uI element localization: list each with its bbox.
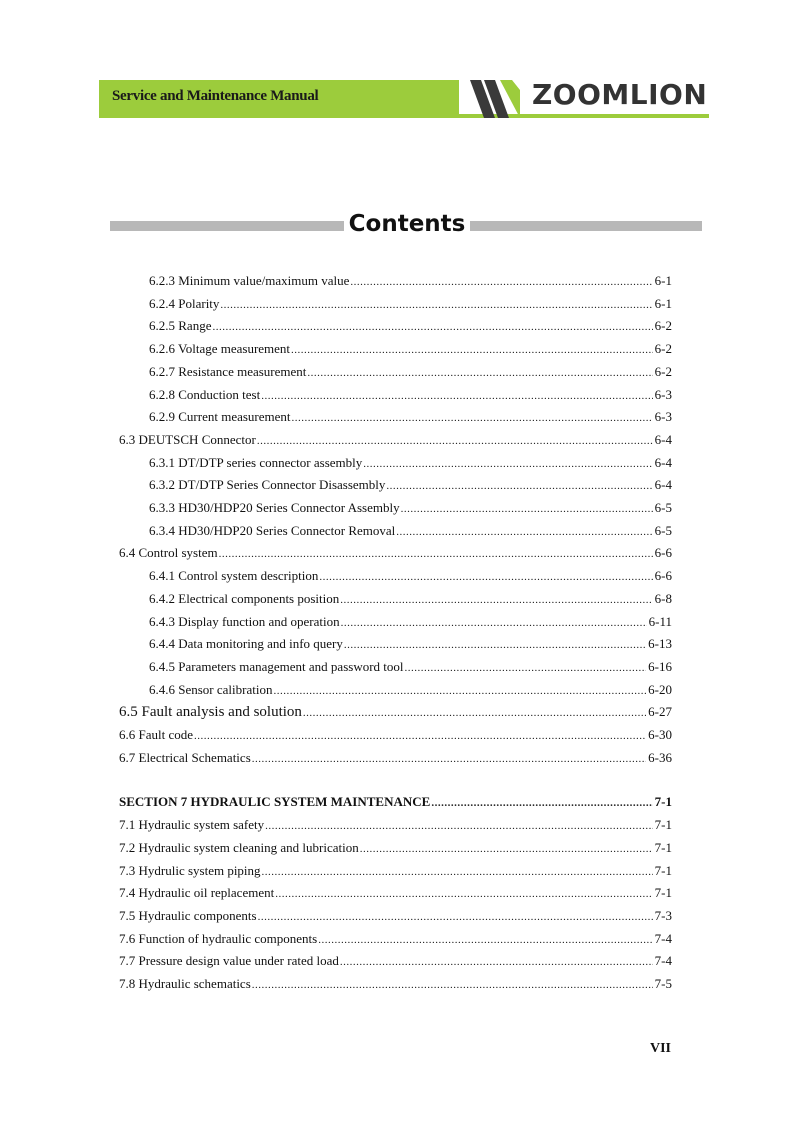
- toc-dot-leader: [275, 885, 652, 903]
- toc-entry[interactable]: [149, 681, 672, 699]
- zoomlion-logo-icon: [470, 80, 520, 118]
- toc-entry-title: 6.2.8 Conduction test: [149, 386, 261, 402]
- toc-entry-page: 6-27: [648, 704, 672, 720]
- toc-dot-leader: [273, 682, 646, 700]
- toc-entry-title: 6.4 Control system: [119, 545, 218, 561]
- toc-dot-leader: [220, 296, 652, 314]
- toc-entry[interactable]: [149, 454, 672, 472]
- toc-dot-leader: [257, 432, 653, 450]
- toc-entry[interactable]: [119, 793, 672, 811]
- toc-entry[interactable]: [119, 862, 672, 880]
- toc-entry-page: 7-1: [654, 794, 672, 810]
- brand-logo-text: ZOOMLION: [532, 78, 708, 111]
- toc-entry-title: 6.2.4 Polarity: [149, 295, 220, 311]
- toc-dot-leader: [386, 477, 652, 495]
- toc-entry-title: 6.2.6 Voltage measurement: [149, 341, 291, 357]
- toc-dot-leader: [292, 409, 653, 427]
- toc-entry-page: 6-1: [654, 295, 672, 311]
- toc-entry-title: 6.4.1 Control system description: [149, 568, 319, 584]
- toc-entry[interactable]: [119, 544, 672, 562]
- toc-entry-page: 6-13: [648, 636, 672, 652]
- toc-dot-leader: [396, 523, 652, 541]
- toc-entry-page: 7-1: [654, 839, 672, 855]
- toc-entry[interactable]: [149, 340, 672, 358]
- toc-dot-leader: [360, 840, 653, 858]
- toc-entry-title: 6.3 DEUTSCH Connector: [119, 431, 256, 447]
- toc-entry[interactable]: [149, 476, 672, 494]
- toc-entry-title: 6.3.2 DT/DTP Series Connector Disassembly: [149, 477, 386, 493]
- toc-entry-page: 6-2: [654, 341, 672, 357]
- toc-dot-leader: [344, 636, 646, 654]
- toc-entry-title: 6.4.3 Display function and operation: [149, 613, 340, 629]
- toc-dot-leader: [252, 750, 646, 768]
- toc-entry-page: 6-16: [648, 658, 672, 674]
- toc-dot-leader: [194, 727, 646, 745]
- toc-entry-page: 6-2: [654, 363, 672, 379]
- toc-entry[interactable]: [119, 930, 672, 948]
- toc-entry-page: 6-3: [654, 409, 672, 425]
- toc-entry[interactable]: [149, 590, 672, 608]
- toc-entry-title: 6.7 Electrical Schematics: [119, 749, 251, 765]
- toc-entry-page: 6-20: [648, 681, 672, 697]
- toc-entry-page: 7-1: [654, 817, 672, 833]
- toc-entry[interactable]: [119, 703, 672, 721]
- toc-entry-page: 6-4: [654, 431, 672, 447]
- toc-dot-leader: [262, 863, 653, 881]
- toc-dot-leader: [350, 273, 652, 291]
- toc-entry[interactable]: [149, 272, 672, 290]
- toc-entry-page: 7-1: [654, 862, 672, 878]
- toc-entry-title: 6.3.4 HD30/HDP20 Series Connector Removal: [149, 522, 396, 538]
- toc-entry-page: 6-5: [654, 500, 672, 515]
- toc-entry-page: 6-36: [648, 749, 672, 765]
- toc-dot-leader: [252, 976, 653, 994]
- toc-entry[interactable]: [119, 907, 672, 925]
- toc-dot-leader: [318, 931, 652, 949]
- toc-entry-title: 7.4 Hydraulic oil replacement: [119, 885, 275, 901]
- toc-dot-leader: [261, 387, 652, 405]
- title-bar-right: [470, 221, 702, 231]
- toc-entry[interactable]: [149, 317, 672, 335]
- toc-entry-title: 7.7 Pressure design value under rated load: [119, 953, 339, 969]
- toc-entry[interactable]: [149, 635, 672, 653]
- toc-entry[interactable]: [119, 726, 672, 744]
- toc-entry[interactable]: [149, 658, 672, 676]
- toc-entry-title: 6.2.7 Resistance measurement: [149, 363, 307, 379]
- toc-dot-leader: [340, 953, 653, 971]
- toc-entry-title: 7.2 Hydraulic system cleaning and lubrication: [119, 839, 359, 855]
- toc-entry-title: 6.2.3 Minimum value/maximum value: [149, 273, 350, 288]
- toc-entry-title: 7.8 Hydraulic schematics: [119, 976, 251, 991]
- toc-dot-leader: [319, 568, 652, 586]
- toc-entry-page: 7-1: [654, 885, 672, 901]
- toc-entry-title: 7.6 Function of hydraulic components: [119, 930, 318, 946]
- toc-dot-leader: [341, 614, 647, 632]
- toc-entry[interactable]: [149, 613, 672, 631]
- toc-entry-page: 6-4: [654, 454, 672, 470]
- toc-entry[interactable]: [119, 952, 672, 970]
- toc-dot-leader: [401, 500, 653, 518]
- header-underline: [99, 114, 709, 118]
- toc-entry-page: 6-6: [654, 545, 672, 561]
- toc-entry[interactable]: [149, 522, 672, 540]
- toc-entry-page: 6-2: [654, 318, 672, 334]
- toc-dot-leader: [363, 455, 652, 473]
- toc-entry-page: 7-3: [654, 907, 672, 923]
- page-number: VII: [649, 1041, 671, 1056]
- toc-entry-title: 6.4.4 Data monitoring and info query: [149, 636, 343, 652]
- toc-entry-title: 7.3 Hydrulic system piping: [119, 862, 261, 878]
- toc-entry-page: 7-4: [654, 953, 672, 969]
- toc-entry[interactable]: [119, 975, 672, 993]
- toc-entry-page: 6-8: [654, 590, 672, 606]
- toc-entry-page: 6-1: [654, 273, 672, 288]
- toc-dot-leader: [307, 364, 652, 382]
- toc-entry[interactable]: [119, 884, 672, 902]
- toc-entry-title: 6.4.6 Sensor calibration: [149, 681, 273, 697]
- toc-entry[interactable]: [119, 431, 672, 449]
- toc-entry-title: 6.2.9 Current measurement: [149, 409, 291, 425]
- toc-dot-leader: [291, 341, 653, 359]
- toc-entry-page: 7-5: [654, 976, 672, 991]
- toc-entry[interactable]: [149, 363, 672, 381]
- toc-entry[interactable]: [119, 749, 672, 767]
- toc-entry-title: 7.5 Hydraulic components: [119, 907, 257, 923]
- toc-dot-leader: [405, 659, 647, 677]
- toc-dot-leader: [258, 908, 653, 926]
- manual-title: Service and Maintenance Manual: [112, 88, 319, 104]
- page-title: Contents: [348, 211, 466, 237]
- toc-entry[interactable]: [119, 816, 672, 834]
- toc-entry[interactable]: [149, 295, 672, 313]
- toc-entry-title: SECTION 7 HYDRAULIC SYSTEM MAINTENANCE: [119, 794, 431, 810]
- toc-entry-page: 7-4: [654, 930, 672, 946]
- toc-entry-title: 6.4.5 Parameters management and password tool: [149, 658, 404, 674]
- toc-entry-page: 6-30: [648, 727, 672, 742]
- toc-entry-page: 6-4: [654, 477, 672, 493]
- toc-entry-title: 6.3.3 HD30/HDP20 Series Connector Assembly: [149, 500, 400, 515]
- title-bar-left: [110, 221, 344, 231]
- toc-entry-page: 6-6: [654, 568, 672, 584]
- toc-entry-title: 6.2.5 Range: [149, 318, 212, 334]
- toc-entry-title: 6.4.2 Electrical components position: [149, 590, 340, 606]
- toc-entry[interactable]: [149, 567, 672, 585]
- toc-dot-leader: [431, 794, 652, 812]
- toc-entry[interactable]: [149, 386, 672, 404]
- toc-entry-page: 6-5: [654, 522, 672, 538]
- toc-dot-leader: [303, 704, 646, 722]
- toc-entry[interactable]: [149, 408, 672, 426]
- toc-dot-leader: [219, 545, 653, 563]
- toc-entry[interactable]: [119, 839, 672, 857]
- toc-entry-title: 6.6 Fault code: [119, 727, 194, 742]
- toc-entry[interactable]: [149, 499, 672, 517]
- toc-dot-leader: [265, 817, 653, 835]
- toc-entry-title: 7.1 Hydraulic system safety: [119, 817, 265, 833]
- toc-entry-title: 6.3.1 DT/DTP series connector assembly: [149, 454, 363, 470]
- toc-dot-leader: [340, 591, 652, 609]
- toc-entry-title: 6.5 Fault analysis and solution: [119, 704, 302, 721]
- toc-entry-page: 6-11: [648, 613, 672, 629]
- toc-entry-page: 6-3: [654, 386, 672, 402]
- toc-dot-leader: [212, 318, 652, 336]
